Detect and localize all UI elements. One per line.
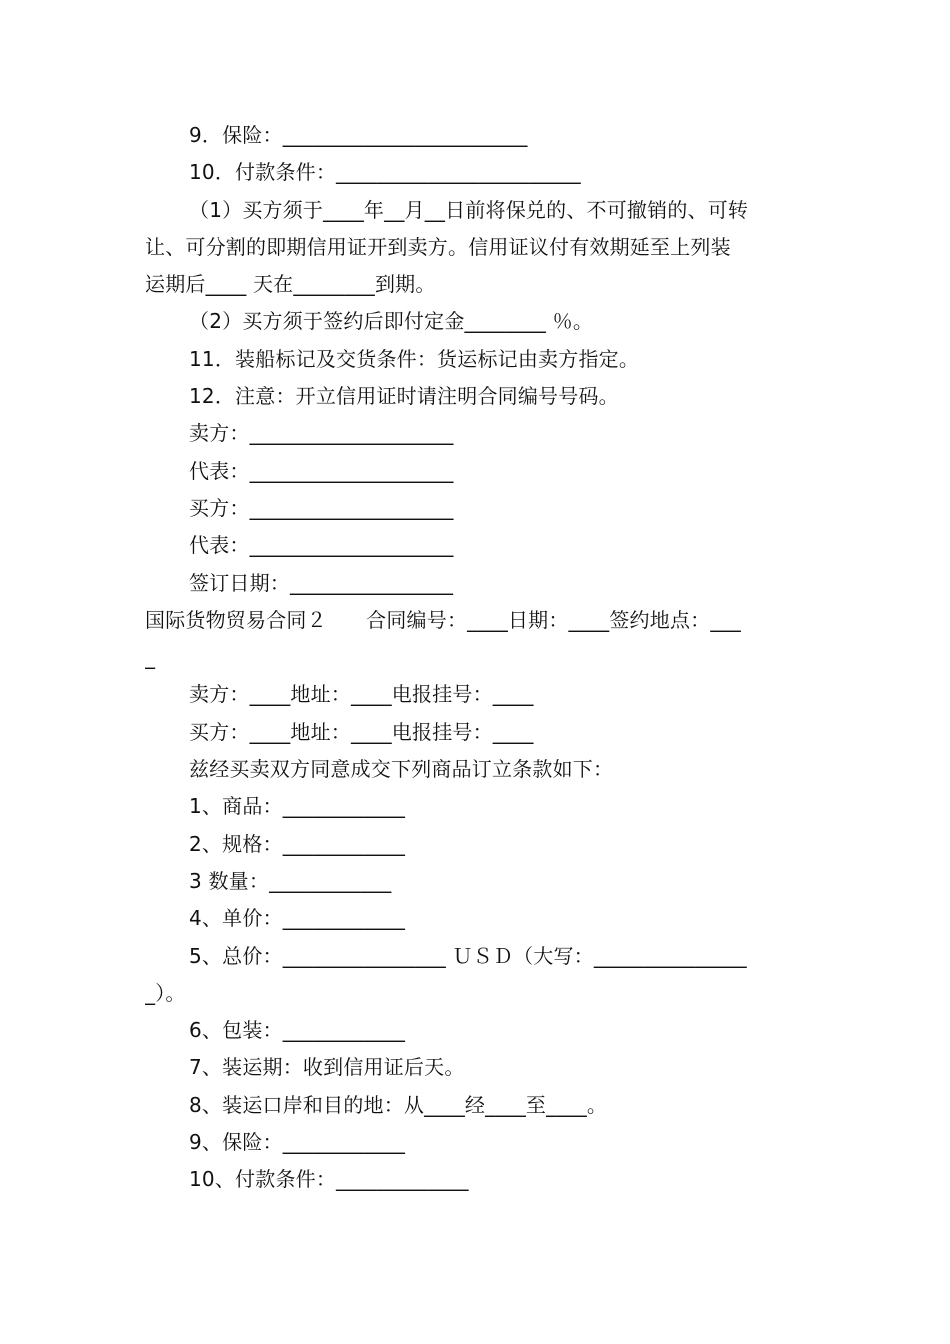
text-line: 8、装运口岸和目的地：从____经____至____。: [189, 1092, 608, 1117]
text-line: （2）买方须于签约后即付定金________ ％。: [189, 309, 594, 334]
text-line: _）。: [145, 980, 186, 1005]
text-line: 12．注意：开立信用证时请注明合同编号号码。: [189, 384, 619, 409]
text-line: 1、商品：____________: [189, 794, 406, 819]
text-line: 4、单价：____________: [189, 906, 406, 931]
text-line: _: [145, 645, 156, 670]
text-line: 7、装运期：收到信用证后天。: [189, 1055, 465, 1080]
text-line: 让、可分割的即期信用证开到卖方。信用证议付有效期延至上列装: [145, 234, 731, 259]
text-line: 代表：____________________: [189, 533, 454, 558]
text-line: 6、包装：____________: [189, 1018, 406, 1043]
text-line: 11．装船标记及交货条件：货运标记由卖方指定。: [189, 346, 640, 371]
text-line: 国际货物贸易合同２ 合同编号：____日期：____签约地点：___: [145, 607, 741, 632]
text-line: 2、规格：____________: [189, 831, 406, 856]
text-line: 卖方：____地址：____电报挂号：____: [189, 682, 534, 707]
text-line: 卖方：____________________: [189, 421, 454, 446]
text-line: 5、总价：________________ ＵＳＤ（大写：_______________: [189, 943, 747, 968]
text-line: 9、保险：____________: [189, 1130, 406, 1155]
text-line: （1）买方须于____年__月__日前将保兑的、不可撤销的、可转: [189, 197, 749, 222]
text-line: 买方：____________________: [189, 495, 454, 520]
text-line: 10、付款条件：_____________: [189, 1167, 469, 1192]
text-line: 9．保险：________________________: [189, 123, 528, 147]
text-line: 3 数量：____________: [189, 868, 392, 893]
text-line: 10．付款条件：________________________: [189, 160, 581, 185]
contract-text: [145, 117, 810, 1199]
text-line: 兹经买卖双方同意成交下列商品订立条款如下：: [189, 757, 614, 782]
text-line: 运期后____ 天在________到期。: [145, 272, 436, 297]
text-line: 代表：____________________: [189, 458, 454, 483]
text-line: 买方：____地址：____电报挂号：____: [189, 719, 534, 744]
text-line: 签订日期：________________: [189, 570, 454, 595]
